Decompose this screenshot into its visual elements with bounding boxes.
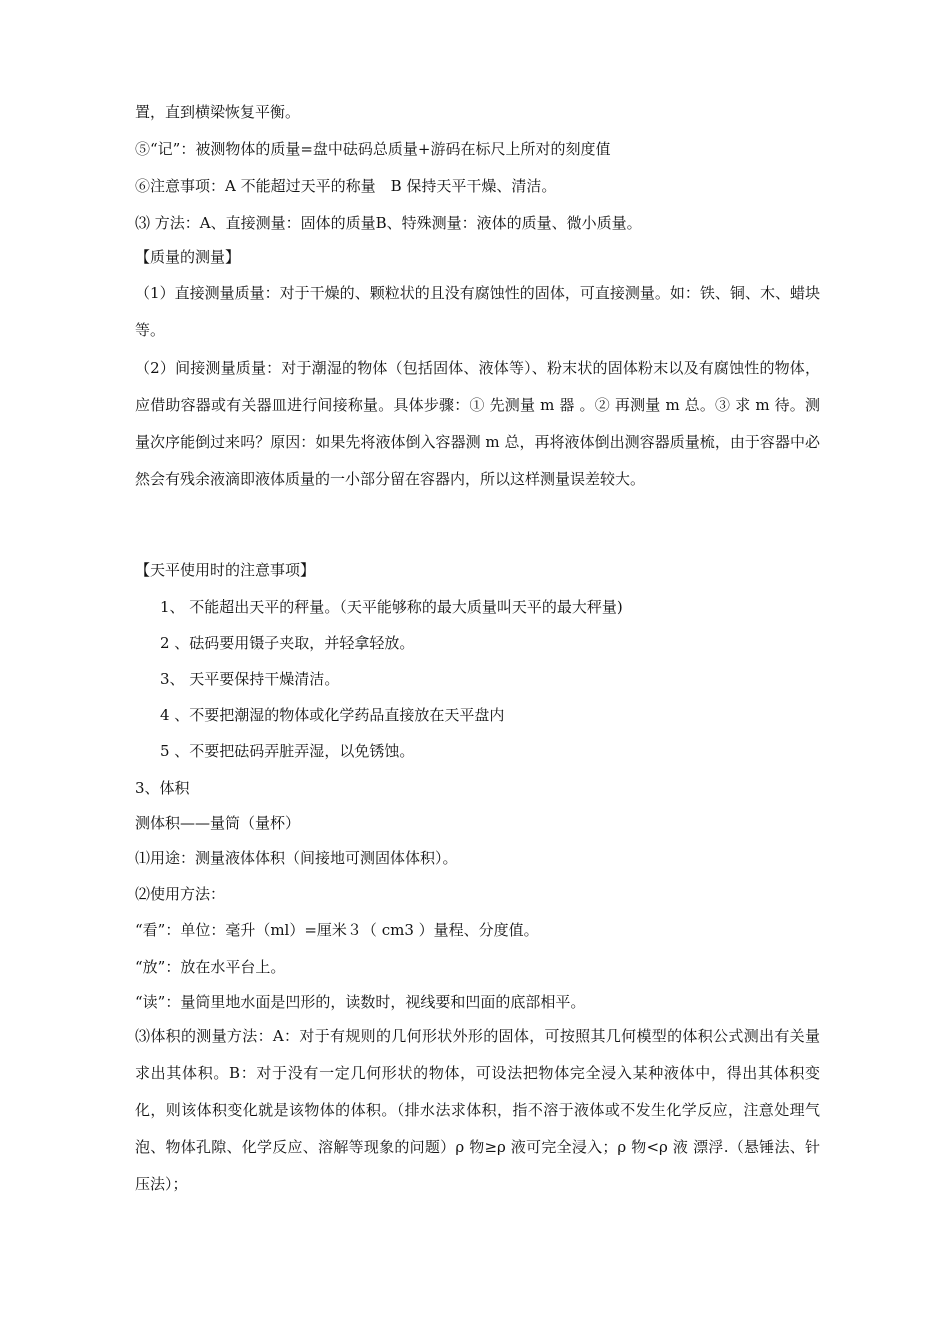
- text-line: 测体积——量筒（量杯）: [135, 814, 301, 832]
- text-line: 置，直到横梁恢复平衡。: [135, 103, 301, 121]
- text-line: “读”：量筒里地水面是凹形的，读数时，视线要和凹面的底部相平。: [135, 993, 586, 1011]
- section-heading: 【质量的测量】: [135, 248, 241, 266]
- paragraph: ⑶体积的测量方法：A：对于有规则的几何形状外形的固体，可按照其几何模型的体积公式测出有关量求出其体积。B：对于没有一定几何形状的物体，可设法把物体完全浸入某种液体中，得出其体积变化，则该体积变化就是该物体的体积。（排水法求体积，指不溶于液体或不发生化学反应，注意处理气泡、物体孔隙、化学反应、溶解等现象的问题）ρ 物≥ρ 液可完全浸入；ρ 物<ρ 液 漂浮.（悬锤法、针压法）；: [135, 1027, 820, 1193]
- text-line: ⑤“记”：被测物体的质量=盘中砝码总质量+游码在标尺上所对的刻度值: [135, 140, 611, 158]
- text-line: ⑴用途：测量液体体积（间接地可测固体体积）。: [135, 849, 458, 867]
- paragraph: （2）间接测量质量：对于潮湿的物体（包括固体、液体等）、粉末状的固体粉末以及有腐蚀性的物体，应借助容器或有关器皿进行间接称量。具体步骤：① 先测量 m 器 。② 再测量 m 总。③ 求 m 待。测量次序能倒过来吗？原因：如果先将液体倒入容器测 m 总，再将液体倒出测容器质量梳，由于容器中必然会有残余液滴即液体质量的一小部分留在容器内，所以这样测量误差较大。: [135, 359, 820, 488]
- paragraph: （1）直接测量质量：对于干燥的、颗粒状的且没有腐蚀性的固体，可直接测量。如：铁、铜、木、蜡块等。: [135, 284, 820, 339]
- list-item: 3、 天平要保持干燥清洁。: [160, 670, 340, 688]
- text-line: “看”：单位：毫升（ml）=厘米３（ cm3 ）量程、分度值。: [135, 921, 539, 939]
- list-item: 5 、不要把砝码弄脏弄湿，以免锈蚀。: [160, 742, 415, 760]
- section-heading: 【天平使用时的注意事项】: [135, 561, 316, 579]
- section-heading: 3、体积: [135, 779, 190, 797]
- text-line: “放”：放在水平台上。: [135, 958, 286, 976]
- text-line: ⑶ 方法：A、直接测量：固体的质量B、特殊测量：液体的质量、微小质量。: [135, 214, 642, 232]
- text-line: ⑵使用方法：: [135, 885, 226, 903]
- text-line: ⑥注意事项：A 不能超过天平的称量 B 保持天平干燥、清洁。: [135, 177, 557, 195]
- list-item: 2 、砝码要用镊子夹取，并轻拿轻放。: [160, 634, 415, 652]
- list-item: 1、 不能超出天平的秤量。（天平能够称的最大质量叫天平的最大秤量): [160, 598, 623, 616]
- list-item: 4 、不要把潮湿的物体或化学药品直接放在天平盘内: [160, 706, 505, 724]
